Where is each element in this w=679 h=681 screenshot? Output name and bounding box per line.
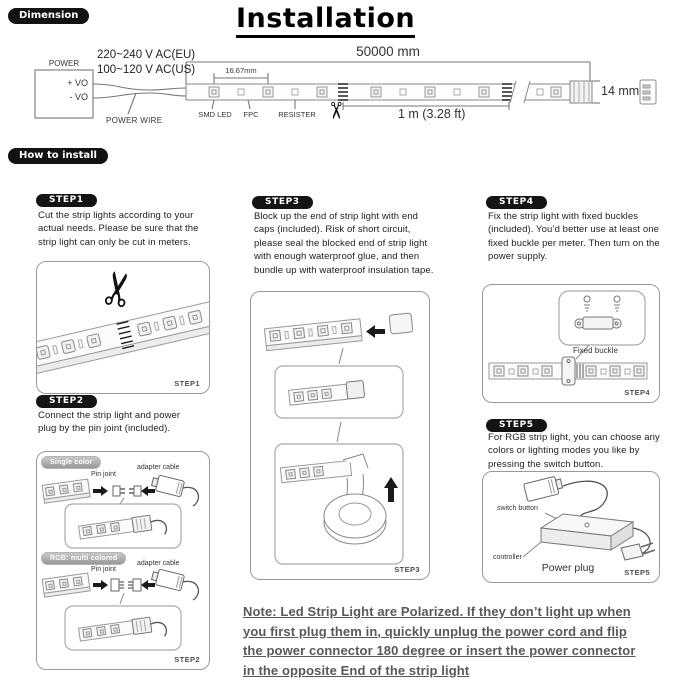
note-line: Note: Led Strip Light are Polarized. If they don’t light up when [243, 604, 631, 619]
pin-joint-4pin [111, 579, 141, 591]
step3-illustration [251, 292, 429, 579]
total-length-label: 50000 mm [356, 44, 420, 59]
adapter-cable-glyph [151, 568, 185, 591]
power-plug-label: Power plug [541, 562, 595, 574]
arrow-left-icon [141, 580, 155, 590]
controller-glyph [541, 514, 633, 550]
voltage-eu-label: 220~240 V AC(EU) [97, 49, 196, 61]
page-title: Installation [236, 3, 415, 38]
step1-badge: STEP1 [36, 194, 97, 207]
step4-figure [482, 284, 660, 403]
dimension-section-badge: Dimension [8, 8, 89, 24]
adapter-cable-glyph [151, 474, 185, 497]
resister-label: RESISTER [278, 110, 316, 119]
rgb-multi-colored-badge: RGB: multi colored [41, 552, 126, 565]
fixed-buckle-label: Fixed buckle [573, 346, 618, 355]
note-line: the power connector 180 degree or insert the power connector [243, 643, 636, 658]
step5-figure [482, 471, 660, 583]
cut-length-label: 1 m (3.28 ft) [398, 107, 466, 121]
arrow-left-icon [141, 486, 155, 496]
step2-figure-label: STEP2 [174, 655, 200, 664]
adapter-cable-label: adapter cable [137, 560, 180, 567]
note-line: in the opposite End of the strip light [243, 662, 470, 678]
led-pitch-label: 16.67mm [225, 66, 257, 75]
fpc-label: FPC [243, 110, 259, 119]
power-label: POWER [48, 59, 80, 68]
arrow-right-icon [93, 486, 108, 496]
adapter-cable-label: adapter cable [137, 464, 180, 471]
step5-figure-label: STEP5 [624, 568, 650, 577]
pin-joint-2pin [113, 486, 141, 496]
pin-joint-label: Pin joint [91, 566, 116, 573]
smd-led-label: SMD LED [198, 110, 232, 119]
adapter-glyph [524, 475, 564, 501]
single-color-badge: Single color [41, 456, 101, 469]
end-cap-glyph [389, 313, 413, 334]
step4-badge: STEP4 [486, 196, 547, 209]
switch-button-label: switch button [497, 505, 538, 512]
polarity-note [243, 602, 635, 680]
tape-roll-glyph [324, 494, 386, 544]
fixed-buckle-on-strip [562, 357, 575, 385]
step4-figure-label: STEP4 [624, 388, 650, 397]
voltage-us-label: 100~120 V AC(US) [97, 64, 196, 76]
scissors-icon: ✂ [322, 100, 349, 121]
scissors-icon: ✂ [88, 265, 149, 313]
step3-text: Block up the end of strip light with end caps (included). Risk of short circuit, please seal the blocked end of strip light with enough waterproof glue, and then bundle up with waterproof insulation tape. [254, 211, 434, 276]
strip-width-label: 14 mm [601, 84, 640, 98]
step3-figure-label: STEP3 [394, 565, 420, 574]
arrow-up-icon [384, 477, 398, 502]
step3-badge: STEP3 [252, 196, 313, 209]
power-wire-label: POWER WIRE [106, 116, 163, 125]
positive-terminal-label: + VO [67, 78, 88, 88]
step1-text: Cut the strip lights according to your actual needs. Please be sure that the strip light can only be cut in meters. [38, 210, 199, 248]
end-cap-glyph [346, 380, 365, 399]
step1-figure-label: STEP1 [174, 379, 200, 388]
step4-text: Fix the strip light with fixed buckles (included). You’d better use at least one fixed buckle per meter. Then turn on the power supply. [488, 211, 660, 263]
arrow-right-icon [93, 580, 108, 590]
controller-label: controller [493, 554, 522, 561]
step2-text: Connect the strip light and power plug by the pin joint (included). [38, 410, 181, 435]
arrow-left-icon [366, 325, 385, 338]
step2-figure [36, 451, 210, 670]
step5-badge: STEP5 [486, 419, 547, 432]
step1-figure [36, 261, 210, 394]
step2-badge: STEP2 [36, 395, 97, 408]
pin-joint-label: Pin joint [91, 471, 116, 478]
negative-terminal-label: - VO [69, 92, 88, 102]
step5-text: For RGB strip light, you can choose any colors or lighting modes you like by pressing the switch button. [488, 432, 660, 470]
step4-illustration [483, 285, 659, 402]
step3-figure [250, 291, 430, 580]
note-line: you first plug them in, quickly unplug the power cord and flip [243, 623, 627, 639]
how-to-install-section-badge: How to install [8, 148, 108, 164]
